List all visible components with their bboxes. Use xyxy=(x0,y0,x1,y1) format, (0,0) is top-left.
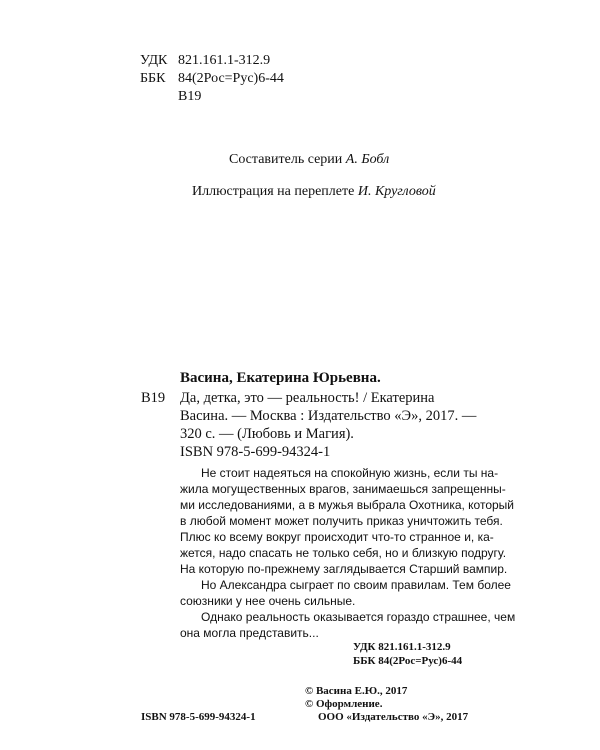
udk-value: 821.161.1-312.9 xyxy=(178,53,271,68)
catalog-description-line: Васина. — Москва : Издательство «Э», 2017. — xyxy=(180,408,477,424)
annotation-line: в любой момент может получить приказ уничтожить тебя. xyxy=(180,514,503,528)
copyright-design: © Оформление. xyxy=(305,698,383,710)
annotation-line: ми исследованиями, а в мужья выбрала Охотника, который xyxy=(180,498,515,512)
catalog-description-line: 320 с. — (Любовь и Магия). xyxy=(180,426,354,442)
annotation-line: Однако реальность оказывается гораздо страшнее, чем xyxy=(201,610,516,624)
catalog-isbn: ISBN 978-5-699-94324-1 xyxy=(180,444,331,460)
bbk-value: 84(2Рос=Рус)6-44 xyxy=(178,71,284,86)
annotation-line: жила могущественных врагов, занимаешься запрещенны- xyxy=(180,482,506,496)
udk-key: УДК xyxy=(140,53,168,68)
annotation-line: жется, надо спасать не только себя, но и близкую подругу. xyxy=(180,546,507,560)
copyright-publisher: ООО «Издательство «Э», 2017 xyxy=(318,711,469,723)
annotation-line: Но Александра сыграет по своим правилам. Тем более xyxy=(201,578,511,592)
annotation-line: Плюс ко всему вокруг происходит что-то странное и, ка- xyxy=(180,530,494,544)
bbk-bottom: ББК 84(2Рос=Рус)6-44 xyxy=(353,655,463,667)
annotation-line: Не стоит надеяться на спокойную жизнь, если ты на- xyxy=(201,466,499,480)
illustration-name: И. Кругловой xyxy=(357,184,436,199)
annotation-line: она могла представить... xyxy=(180,626,319,640)
udk-bottom: УДК 821.161.1-312.9 xyxy=(353,641,451,653)
compiler-label: Составитель серии xyxy=(229,152,346,167)
illustration-label: Иллюстрация на переплете xyxy=(192,184,358,199)
isbn-bottom: ISBN 978-5-699-94324-1 xyxy=(141,711,256,723)
compiler-name: А. Бобл xyxy=(345,152,390,167)
bbk-key: ББК xyxy=(140,71,166,86)
annotation-line: На которую по-прежнему заглядывается Старший вампир. xyxy=(180,562,508,576)
copyright-author: © Васина Е.Ю., 2017 xyxy=(305,685,408,697)
catalog-description-line: Да, детка, это — реальность! / Екатерина xyxy=(180,390,435,406)
annotation-line: союзники у нее очень сильные. xyxy=(180,594,356,608)
catalog-author: Васина, Екатерина Юрьевна. xyxy=(180,370,381,386)
catalog-code: В19 xyxy=(141,390,166,406)
author-code-top: В19 xyxy=(178,89,202,104)
